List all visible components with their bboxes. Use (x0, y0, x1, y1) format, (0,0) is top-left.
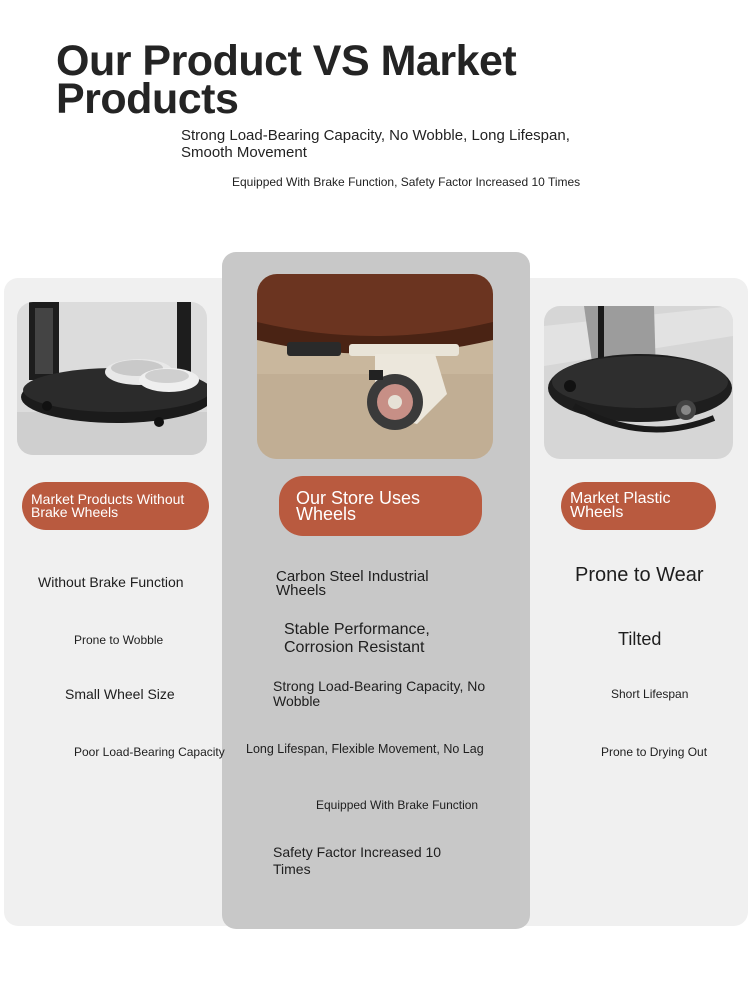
right-feature: Prone to Wear (575, 564, 704, 586)
our-wheel-photo (257, 274, 493, 459)
right-feature: Prone to Drying Out (601, 745, 708, 759)
market-brake-label-text: Market Products Without Brake Wheels (31, 491, 185, 520)
center-feature: Equipped With Brake Function (316, 798, 479, 812)
subline: Equipped With Brake Function, Safety Factor Increased 10 Times (232, 175, 581, 189)
our-wheels-label (279, 476, 482, 536)
right-feature: Short Lifespan (611, 687, 689, 701)
right-feature: Tilted (618, 629, 662, 649)
left-feature: Small Wheel Size (65, 686, 175, 702)
center-feature: Stable Performance, Corrosion Resistant (284, 621, 430, 656)
market-brake-label (22, 482, 209, 530)
center-feature: Carbon Steel Industrial Wheels (276, 568, 429, 599)
market-plastic-label (561, 482, 716, 530)
center-feature: Safety Factor Increased 10 Times (273, 844, 442, 877)
center-feature: Strong Load-Bearing Capacity, No Wobble (273, 678, 486, 709)
left-feature: Prone to Wobble (74, 633, 164, 647)
center-feature: Long Lifespan, Flexible Movement, No Lag (246, 742, 484, 756)
our-wheels-label-text: Our Store Uses Wheels (296, 488, 421, 524)
left-feature: Poor Load-Bearing Capacity (74, 745, 225, 759)
market-wheel-photo (17, 302, 207, 455)
plastic-wheel-photo (544, 306, 733, 459)
page-title: Our Product VS Market Products (56, 37, 517, 123)
market-plastic-label-text: Market Plastic Wheels (570, 490, 671, 521)
subtitle: Strong Load-Bearing Capacity, No Wobble, Long Lifespan, Smooth Movement (181, 127, 570, 161)
left-feature: Without Brake Function (38, 574, 184, 590)
